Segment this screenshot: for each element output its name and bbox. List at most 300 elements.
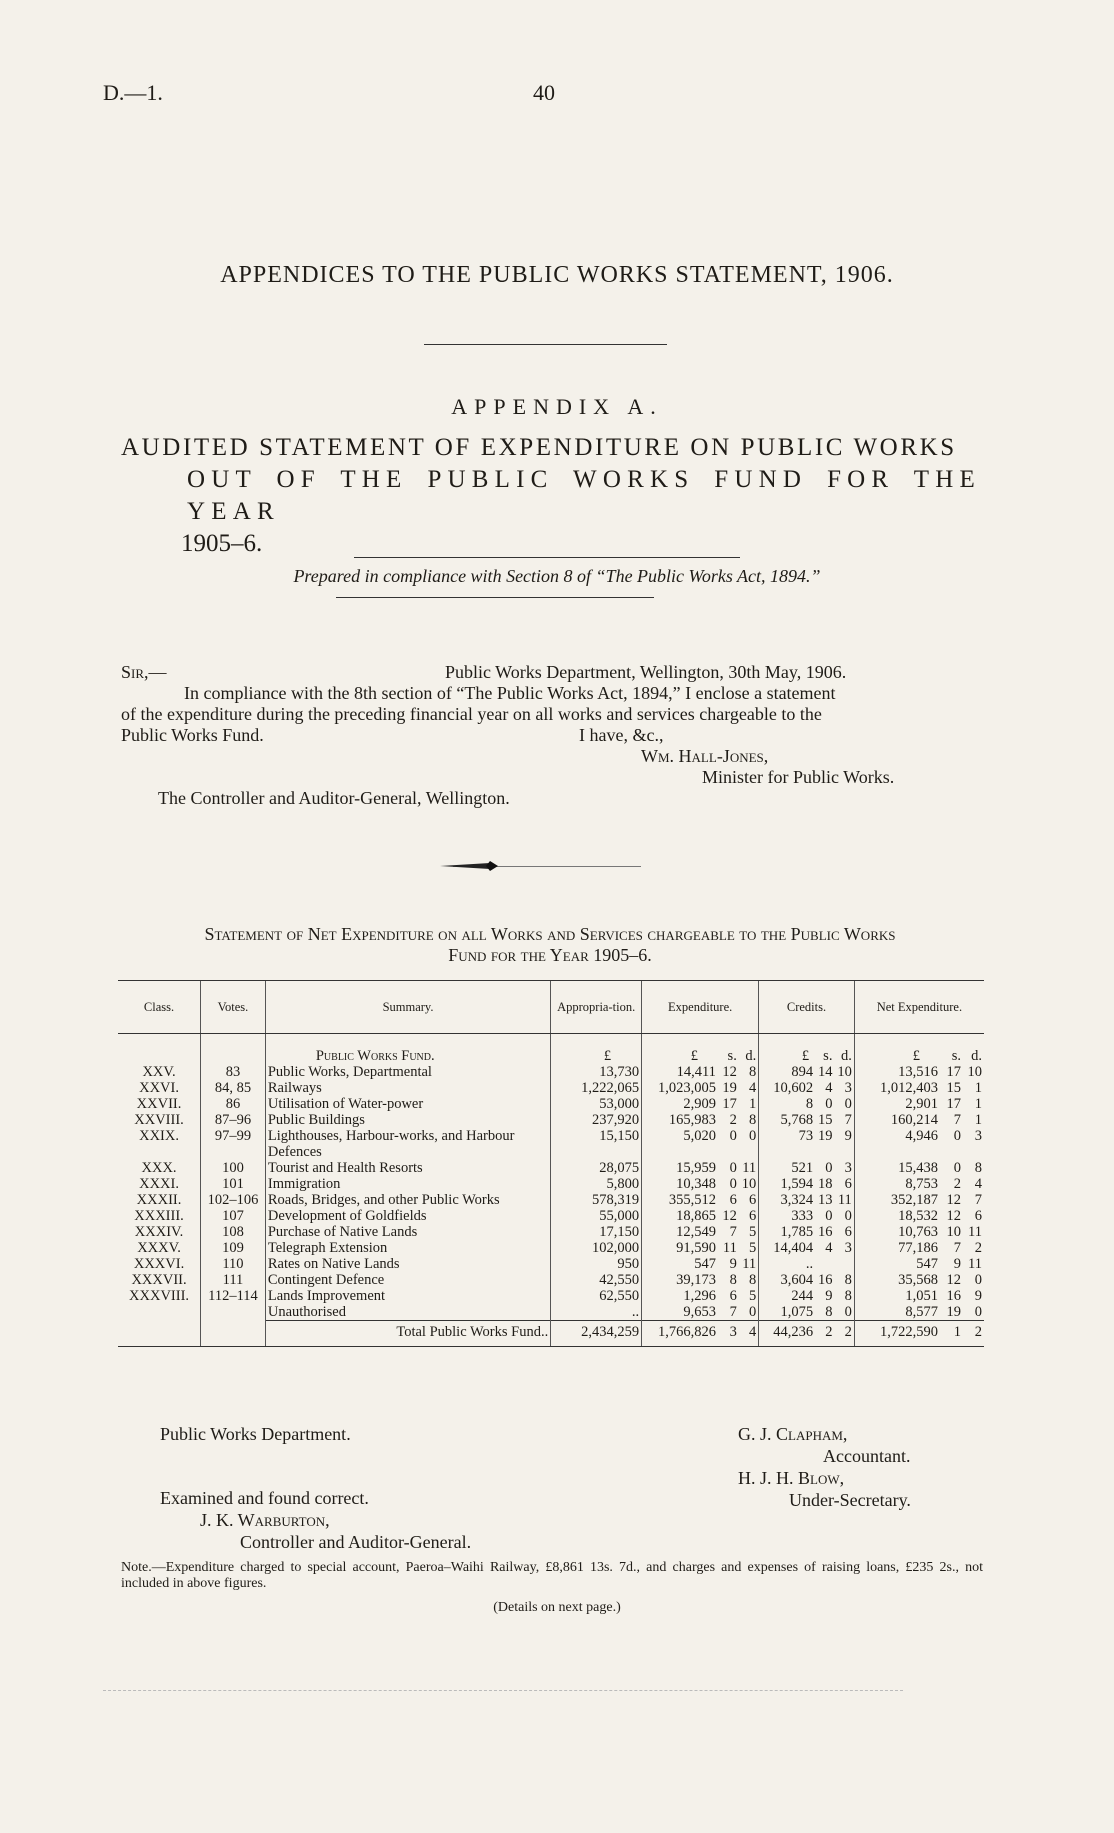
cell-exp-l: 355,512: [642, 1192, 718, 1208]
cell-cr-l: 14,404: [759, 1240, 815, 1256]
cell-summary: Purchase of Native Lands: [265, 1224, 550, 1240]
table-row: [118, 1192, 984, 1208]
cell-exp-l: 91,590: [642, 1240, 718, 1256]
cell-cr-s: 19: [817, 1128, 833, 1144]
cell-net-d: 6: [974, 1208, 982, 1224]
cell-approp: 55,000: [551, 1208, 642, 1224]
divider: [336, 597, 654, 598]
cell-summary: Utilisation of Water-power: [265, 1096, 550, 1112]
letter: [121, 662, 979, 809]
faint-line: [103, 1690, 903, 1691]
cell-approp: 17,150: [551, 1224, 642, 1240]
cell-net-s: 12: [946, 1192, 961, 1208]
cell-cr-d: 7: [844, 1112, 852, 1128]
cell-exp-s: 0: [729, 1160, 737, 1176]
cell-net-d: 10: [967, 1064, 982, 1080]
statement-title-2: Fund for the Year 1905–6.: [448, 945, 652, 965]
table-row: [118, 1208, 984, 1224]
cell-exp-s: 17: [722, 1096, 737, 1112]
cell-cr-s: 13: [817, 1192, 833, 1208]
cell-votes: 86: [201, 1096, 266, 1112]
cell-cr-d: 8: [844, 1288, 852, 1304]
cell-cr-s: 9: [825, 1288, 833, 1304]
table-row: [118, 1080, 984, 1096]
cell-summary: Immigration: [265, 1176, 550, 1192]
table-header-row: [118, 981, 984, 1034]
table-row: [118, 1272, 984, 1288]
cell-cr-d: [834, 1256, 854, 1272]
cell-exp-l: 12,549: [642, 1224, 718, 1240]
audited-line-3: 1905–6.: [181, 530, 263, 557]
total-empty: [201, 1321, 266, 1341]
cell-exp-l: 5,020: [642, 1128, 718, 1160]
letter-body-1: In compliance with the 8th section of “The Public Works Act, 1894,” I enclose a statement: [184, 683, 836, 703]
cell-exp-d: 5: [748, 1288, 757, 1304]
details-note: (Details on next page.): [493, 1600, 621, 1615]
cell-votes: 97–99: [201, 1128, 266, 1160]
cell-cr-s: 0: [825, 1208, 833, 1224]
cell-net-l: 4,946: [854, 1128, 940, 1160]
cell-cr-d: 6: [844, 1176, 852, 1192]
cell-cls: XXXVIII.: [129, 1288, 190, 1304]
cell-net-d: 0: [974, 1272, 982, 1288]
end-rule-cell: [834, 1340, 854, 1347]
statement-title-1: Statement of Net Expenditure on all Works and Services chargeable to the Public Works: [204, 924, 896, 944]
end-rule-cell: [759, 1340, 815, 1347]
cell-cls: XXXIV.: [134, 1224, 184, 1240]
cell-exp-s: 9: [729, 1256, 737, 1272]
cell-net-s: 15: [946, 1080, 961, 1096]
cell-exp-s: 19: [722, 1080, 737, 1096]
cell-net-l: 352,187: [854, 1192, 940, 1208]
page-number: 40: [533, 80, 555, 105]
cell-cr-s: 18: [817, 1176, 833, 1192]
cell-votes: 100: [201, 1160, 266, 1176]
cell-exp-d: 5: [748, 1224, 757, 1240]
cell-exp-l: 1,023,005: [642, 1080, 718, 1096]
cell-net-s: 9: [953, 1256, 961, 1272]
addressee: The Controller and Auditor-General, Wellington.: [158, 788, 510, 808]
cell-net-l: 77,186: [854, 1240, 940, 1256]
total-approp: 2,434,259: [551, 1321, 642, 1341]
cell-net-d: 1: [974, 1096, 982, 1112]
cell-exp-d: 0: [748, 1128, 757, 1144]
total-net-l: 1,722,590: [854, 1321, 940, 1341]
cell-exp-d: 6: [748, 1192, 757, 1208]
cell-summary: Development of Goldfields: [265, 1208, 550, 1224]
blow: H. J. H. Blow,: [738, 1468, 845, 1488]
cell-exp-l: 2,909: [642, 1096, 718, 1112]
cell-exp-s: 11: [722, 1240, 737, 1256]
cell-cls: XXXIII.: [134, 1208, 184, 1224]
col-votes: Votes.: [201, 981, 266, 1034]
audited-line-1-text: AUDITED STATEMENT OF EXPENDITURE ON PUBLIC WORKS: [121, 434, 957, 461]
warburton: J. K. Warburton,: [200, 1510, 330, 1530]
cell-cr-l: 521: [759, 1160, 815, 1176]
end-rule-cell: [642, 1340, 718, 1347]
page-title: APPENDICES TO THE PUBLIC WORKS STATEMENT, 1906.: [220, 262, 894, 288]
cell-net-l: 13,516: [854, 1064, 940, 1080]
end-rule-row: [118, 1340, 984, 1347]
cell-votes: 110: [201, 1256, 266, 1272]
cell-summary: Unauthorised: [265, 1304, 550, 1321]
cell-cr-s: 15: [817, 1112, 833, 1128]
cell-cr-l: 894: [759, 1064, 815, 1080]
expenditure-table: [118, 980, 984, 1347]
cell-cr-d: 0: [844, 1304, 852, 1320]
cell-exp-s: 0: [729, 1176, 737, 1192]
cell-cr-d: 8: [844, 1272, 852, 1288]
signer: Wm. Hall-Jones,: [641, 746, 769, 766]
cell-net-d: 3: [974, 1128, 982, 1144]
cell-cr-d: 3: [844, 1160, 852, 1176]
end-rule-cell: [815, 1340, 834, 1347]
cell-net-l: 18,532: [854, 1208, 940, 1224]
total-net-s: 1: [940, 1321, 963, 1341]
cell-cr-d: 3: [844, 1240, 852, 1256]
under-secretary: Under-Secretary.: [789, 1490, 911, 1510]
cell-approp: 578,319: [551, 1192, 642, 1208]
total-exp-d: 4: [739, 1321, 759, 1341]
cell-exp-s: 6: [729, 1288, 737, 1304]
table-row: [118, 1224, 984, 1240]
cell-cr-l: 3,604: [759, 1272, 815, 1288]
unit-net-l: £: [854, 1048, 940, 1064]
cell-cls: XXXII.: [136, 1192, 182, 1208]
cell-approp: 1,222,065: [551, 1080, 642, 1096]
cell-net-d: 1: [974, 1112, 982, 1128]
cell-approp: 53,000: [551, 1096, 642, 1112]
end-rule-cell: [718, 1340, 739, 1347]
cell-votes: 108: [201, 1224, 266, 1240]
cell-exp-l: 18,865: [642, 1208, 718, 1224]
prepared-note: Prepared in compliance with Section 8 of “The Public Works Act, 1894.”: [293, 566, 821, 586]
cell-cr-d: 0: [844, 1096, 852, 1112]
cell-cr-d: 11: [837, 1192, 852, 1208]
cell-approp: 62,550: [551, 1288, 642, 1304]
cell-approp: 13,730: [551, 1064, 642, 1080]
cell-cr-s: 14: [817, 1064, 833, 1080]
cell-cr-s: 4: [825, 1240, 833, 1256]
total-empty: [118, 1321, 201, 1341]
cell-approp: 15,150: [551, 1128, 642, 1160]
accountant: Accountant.: [823, 1446, 911, 1466]
cell-votes: 101: [201, 1176, 266, 1192]
cell-net-d: 2: [974, 1240, 982, 1256]
cell-summary: Telegraph Extension: [265, 1240, 550, 1256]
cell-net-s: 7: [953, 1240, 961, 1256]
cell-net-d: 4: [974, 1176, 982, 1192]
cell-exp-l: 15,959: [642, 1160, 718, 1176]
cell-votes: 84, 85: [201, 1080, 266, 1096]
cell-net-l: 160,214: [854, 1112, 940, 1128]
unit-exp-s: s.: [727, 1048, 737, 1064]
cell-cls: XXVIII.: [134, 1112, 184, 1128]
unit-cr-d: d.: [840, 1048, 852, 1064]
clapham: G. J. Clapham,: [738, 1424, 848, 1444]
fund-label: Public Works Fund.: [265, 1048, 550, 1064]
table-body: [118, 1034, 984, 1347]
cell-cr-s: 8: [825, 1304, 833, 1320]
spacer-row: [118, 1034, 984, 1049]
cell-exp-d: 1: [748, 1096, 757, 1112]
cell-exp-l: 10,348: [642, 1176, 718, 1192]
table-row: [118, 1112, 984, 1128]
cell-votes: 109: [201, 1240, 266, 1256]
cell-exp-l: 39,173: [642, 1272, 718, 1288]
letter-body-2: of the expenditure during the preceding financial year on all works and services chargeable to the: [121, 704, 822, 724]
cell-net-s: 16: [946, 1288, 961, 1304]
cell-net-d: 11: [968, 1224, 982, 1240]
cell-cls: XXX.: [141, 1160, 177, 1176]
cell-cls: [118, 1304, 201, 1321]
cell-summary: Roads, Bridges, and other Public Works: [265, 1192, 550, 1208]
cell-exp-s: 12: [722, 1064, 737, 1080]
cell-cls: XXXI.: [139, 1176, 179, 1192]
closing: I have, &c.,: [579, 725, 664, 745]
audited-heading: [121, 432, 981, 560]
table-row: [118, 1064, 984, 1080]
end-rule-cell: [963, 1340, 984, 1347]
cell-cr-d: 9: [844, 1128, 852, 1144]
cell-approp: 42,550: [551, 1272, 642, 1288]
end-rule-cell: [940, 1340, 963, 1347]
cell-exp-s: 12: [722, 1208, 737, 1224]
cell-net-s: 10: [946, 1224, 961, 1240]
examined: Examined and found correct.: [160, 1488, 369, 1508]
cell-cr-d: 10: [837, 1064, 852, 1080]
audited-line-2: [121, 464, 981, 528]
cell-cr-l: 5,768: [759, 1112, 815, 1128]
cell-exp-d: 6: [748, 1208, 757, 1224]
col-appropriation: Appropria-tion.: [551, 981, 642, 1034]
total-label: Total Public Works Fund..: [265, 1321, 550, 1341]
cell-cr-l: 1,594: [759, 1176, 815, 1192]
unit-cr-s: s.: [823, 1048, 833, 1064]
place-date: Public Works Department, Wellington, 30th May, 1906.: [445, 662, 847, 682]
cell-summary: Railways: [265, 1080, 550, 1096]
cell-net-s: 7: [953, 1112, 961, 1128]
cell-exp-d: 10: [741, 1176, 757, 1192]
cell-exp-l: 9,653: [642, 1304, 718, 1321]
ornament-icon: [440, 858, 540, 874]
total-net-d: 2: [963, 1321, 984, 1341]
cell-net-s: 2: [953, 1176, 961, 1192]
cell-exp-l: 165,983: [642, 1112, 718, 1128]
cell-net-d: 7: [974, 1192, 982, 1208]
cell-cr-s: [815, 1256, 834, 1272]
cell-exp-d: 8: [748, 1112, 757, 1128]
cell-net-s: 12: [946, 1272, 961, 1288]
unit-cr-l: £: [759, 1048, 815, 1064]
cell-cr-s: 0: [825, 1096, 833, 1112]
cell-net-d: 0: [974, 1304, 982, 1320]
statement-title: [121, 924, 979, 966]
cell-approp: 950: [551, 1256, 642, 1272]
cell-net-d: 1: [974, 1080, 982, 1096]
total-cr-l: 44,236: [759, 1321, 815, 1341]
cell-net-l: 1,051: [854, 1288, 940, 1304]
controller: Controller and Auditor-General.: [240, 1532, 472, 1552]
cell-net-d: 8: [974, 1160, 982, 1176]
col-credits: Credits.: [759, 981, 855, 1034]
cell-approp: 5,800: [551, 1176, 642, 1192]
end-rule-cell: [265, 1340, 550, 1347]
cell-net-s: 0: [953, 1160, 961, 1176]
cell-cls: XXVI.: [139, 1080, 179, 1096]
cell-summary: Rates on Native Lands: [265, 1256, 550, 1272]
cell-net-d: 9: [974, 1288, 982, 1304]
cell-cr-d: 3: [844, 1080, 852, 1096]
cell-net-s: 17: [946, 1096, 961, 1112]
cell-exp-l: 1,296: [642, 1288, 718, 1304]
cell-cr-s: 16: [817, 1272, 833, 1288]
cell-votes: 107: [201, 1208, 266, 1224]
cell-net-l: 2,901: [854, 1096, 940, 1112]
cell-cls: XXXVI.: [133, 1256, 185, 1272]
cell-exp-s: 7: [729, 1304, 737, 1320]
cell-cls: XXXV.: [137, 1240, 181, 1256]
cell-net-l: 10,763: [854, 1224, 940, 1240]
cell-net-s: 19: [946, 1304, 961, 1320]
cell-votes: 112–114: [201, 1288, 266, 1304]
col-net: Net Expenditure.: [854, 981, 984, 1034]
cell-net-s: 12: [946, 1208, 961, 1224]
cell-votes: 87–96: [201, 1112, 266, 1128]
cell-summary: Lands Improvement: [265, 1288, 550, 1304]
col-class: Class.: [118, 981, 201, 1034]
cell-votes: [201, 1304, 266, 1321]
cell-exp-d: 5: [748, 1240, 757, 1256]
cell-cls: XXIX.: [139, 1128, 179, 1144]
cell-exp-l: 14,411: [642, 1064, 718, 1080]
cell-summary: Public Buildings: [265, 1112, 550, 1128]
table-row: [118, 1304, 984, 1321]
cell-cr-d: 6: [844, 1224, 852, 1240]
cell-summary: Tourist and Health Resorts: [265, 1160, 550, 1176]
cell-cls: XXV.: [142, 1064, 176, 1080]
cell-votes: 83: [201, 1064, 266, 1080]
cell-exp-s: 2: [729, 1112, 737, 1128]
cell-cr-s: 4: [825, 1080, 833, 1096]
cell-approp: 28,075: [551, 1160, 642, 1176]
cell-exp-s: 6: [729, 1192, 737, 1208]
table-row: [118, 1288, 984, 1304]
cell-net-d: 11: [968, 1256, 982, 1272]
cell-exp-d: 11: [742, 1256, 757, 1272]
cell-cr-l: ..: [759, 1256, 815, 1272]
cell-net-s: 17: [946, 1064, 961, 1080]
cell-net-l: 15,438: [854, 1160, 940, 1176]
cell-net-s: 0: [953, 1128, 961, 1144]
cell-cr-l: 333: [759, 1208, 815, 1224]
cell-net-l: 1,012,403: [854, 1080, 940, 1096]
cell-exp-d: 8: [748, 1064, 757, 1080]
total-exp-l: 1,766,826: [642, 1321, 718, 1341]
unit-exp-l: £: [642, 1048, 718, 1064]
end-rule-cell: [854, 1340, 940, 1347]
cell-exp-s: 7: [729, 1224, 737, 1240]
salutation: Sir,—: [121, 662, 167, 682]
total-cr-d: 2: [834, 1321, 854, 1341]
letter-body-3: Public Works Fund.: [121, 725, 264, 745]
cell-exp-s: 0: [729, 1128, 737, 1144]
table-row: [118, 1176, 984, 1192]
cell-cr-l: 3,324: [759, 1192, 815, 1208]
table-row: [118, 1160, 984, 1176]
col-expenditure: Expenditure.: [642, 981, 759, 1034]
cell-cr-l: 73: [759, 1128, 815, 1160]
total-exp-s: 3: [718, 1321, 739, 1341]
table-row: [118, 1240, 984, 1256]
cell-cls: XXVII.: [136, 1096, 182, 1112]
cell-exp-l: 547: [642, 1256, 718, 1272]
cell-votes: 102–106: [201, 1192, 266, 1208]
unit-net-d: d.: [971, 1048, 982, 1064]
cell-cr-d: 0: [844, 1208, 852, 1224]
cell-net-l: 8,753: [854, 1176, 940, 1192]
cell-exp-d: 11: [742, 1160, 757, 1176]
unit-net-s: s.: [951, 1048, 961, 1064]
cell-net-l: 547: [854, 1256, 940, 1272]
document-code: D.—1.: [103, 80, 163, 105]
cell-net-l: 8,577: [854, 1304, 940, 1321]
cell-cr-s: 0: [825, 1160, 833, 1176]
cell-net-l: 35,568: [854, 1272, 940, 1288]
cell-exp-d: 4: [748, 1080, 757, 1096]
end-rule-cell: [551, 1340, 642, 1347]
cell-cls: XXXVII.: [131, 1272, 187, 1288]
table-row: [118, 1128, 984, 1160]
unit-exp-d: d.: [745, 1048, 757, 1064]
cell-cr-l: 8: [759, 1096, 815, 1112]
divider: [354, 557, 740, 558]
end-rule-cell: [201, 1340, 266, 1347]
end-rule-cell: [739, 1340, 759, 1347]
cell-summary: Contingent Defence: [265, 1272, 550, 1288]
cell-exp-s: 8: [729, 1272, 737, 1288]
cell-cr-l: 1,785: [759, 1224, 815, 1240]
col-summary: Summary.: [265, 981, 550, 1034]
total-row: [118, 1321, 984, 1341]
audited-line-1: [121, 432, 981, 464]
cell-approp: ..: [551, 1304, 642, 1321]
units-row: [118, 1048, 984, 1064]
cell-cr-l: 1,075: [759, 1304, 815, 1321]
cell-cr-s: 16: [817, 1224, 833, 1240]
cell-votes: 111: [201, 1272, 266, 1288]
signer-title: Minister for Public Works.: [702, 767, 895, 787]
cell-approp: 237,920: [551, 1112, 642, 1128]
cell-cr-l: 244: [759, 1288, 815, 1304]
cell-exp-d: 0: [748, 1304, 757, 1320]
dept-sign: Public Works Department.: [160, 1424, 351, 1444]
end-rule-cell: [118, 1340, 201, 1347]
cell-summary: Lighthouses, Harbour-works, and Harbour Defences: [265, 1128, 550, 1160]
cell-approp: 102,000: [551, 1240, 642, 1256]
letter-head: [121, 662, 979, 683]
cell-cr-l: 10,602: [759, 1080, 815, 1096]
table-row: [118, 1256, 984, 1272]
divider: [424, 344, 667, 345]
cell-summary: Public Works, Departmental: [265, 1064, 550, 1080]
total-cr-s: 2: [815, 1321, 834, 1341]
cell-exp-d: 8: [748, 1272, 757, 1288]
audited-line-2-text: OUT OF THE PUBLIC WORKS FUND FOR THE YEAR: [187, 466, 981, 525]
unit-approp: £: [551, 1048, 642, 1064]
table-row: [118, 1096, 984, 1112]
appendix-heading: APPENDIX A.: [451, 394, 663, 419]
